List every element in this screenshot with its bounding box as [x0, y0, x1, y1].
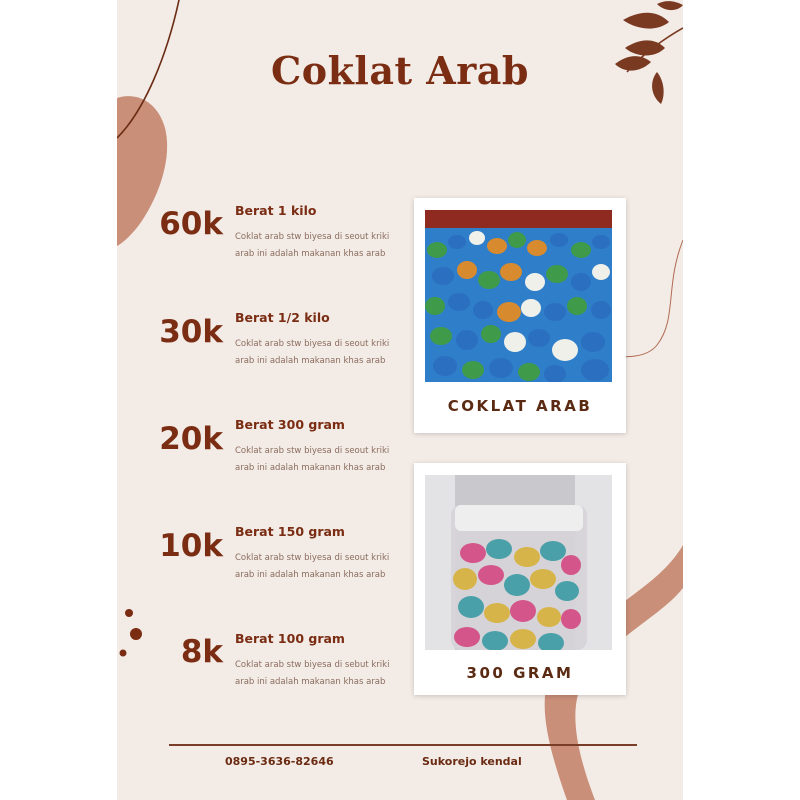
jar-photo [425, 475, 612, 650]
page-title: Coklat Arab [271, 48, 529, 93]
phone-number: 0895-3636-82646 [225, 755, 334, 768]
coklat-arab-photo [425, 210, 612, 382]
photo-caption: 300 GRAM [466, 664, 574, 682]
price-value: 30k [159, 314, 223, 350]
price-value: 8k [180, 634, 223, 670]
weight-label: Berat 150 gram [235, 524, 345, 539]
item-description: Coklat arab stw biyesa di seout kriki arab ini adalah makanan khas arab [235, 339, 390, 366]
item-description: Coklat arab stw biyesa di seout kriki arab ini adalah makanan khas arab [235, 553, 390, 580]
location-text: Sukorejo kendal [422, 755, 522, 768]
footer-divider [169, 744, 637, 746]
weight-label: Berat 1/2 kilo [235, 310, 330, 325]
price-item [117, 524, 417, 614]
item-description: Coklat arab stw biyesa di seout kriki arab ini adalah makanan khas arab [235, 232, 390, 259]
price-value: 10k [159, 528, 223, 564]
price-item [117, 203, 417, 293]
weight-label: Berat 1 kilo [235, 203, 317, 218]
price-value: 20k [159, 421, 223, 457]
price-value: 60k [159, 206, 223, 242]
item-description: Coklat arab stw biyesa di seout kriki arab ini adalah makanan khas arab [235, 446, 390, 473]
price-item [117, 310, 417, 400]
price-item [117, 631, 417, 721]
weight-label: Berat 100 gram [235, 631, 345, 646]
weight-label: Berat 300 gram [235, 417, 345, 432]
photo-caption: COKLAT ARAB [447, 397, 593, 415]
product-photo-card [414, 463, 626, 695]
menu-poster [117, 0, 683, 800]
item-description: Coklat arab stw biyesa di sebut kriki arab ini adalah makanan khas arab [235, 660, 390, 687]
product-photo-card [414, 198, 626, 433]
price-item [117, 417, 417, 507]
